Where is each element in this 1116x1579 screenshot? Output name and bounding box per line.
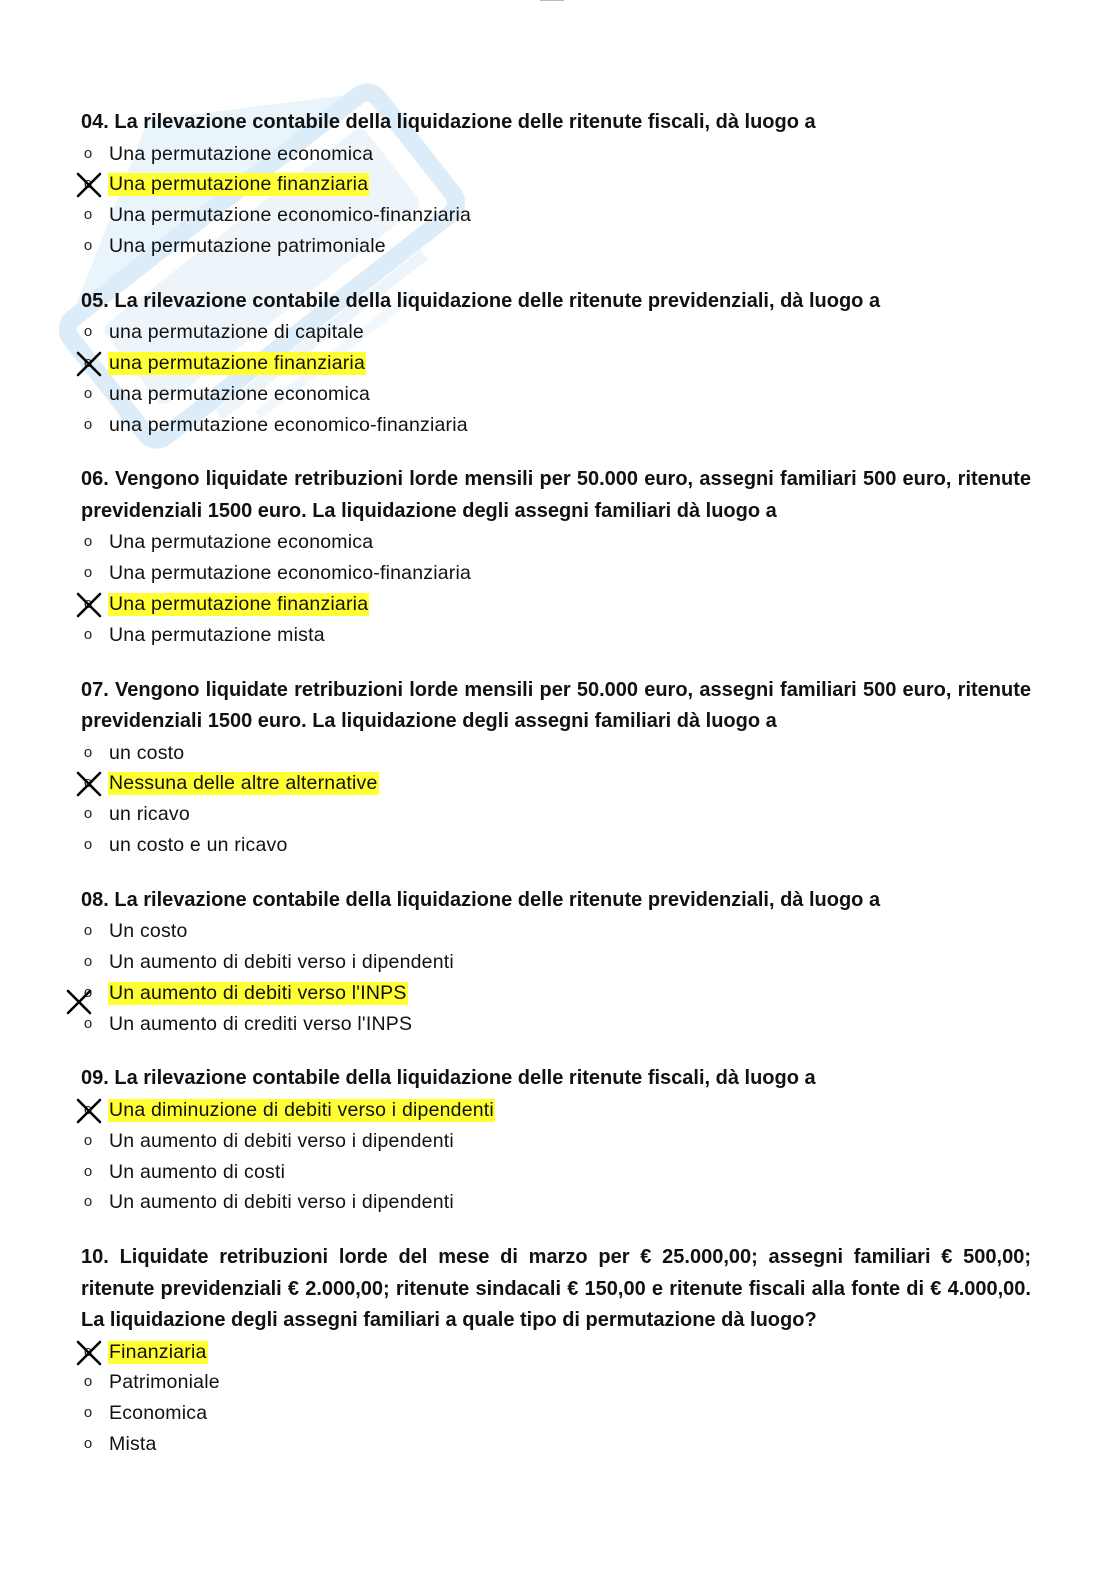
question-block [0,107,1116,262]
option-label: Una permutazione patrimoniale [109,234,386,257]
option-selected[interactable] [0,169,1116,200]
option-selected[interactable] [0,589,1116,620]
x-mark-icon [75,1097,103,1125]
option[interactable] [0,916,1116,947]
question-text: 04. La rilevazione contabile della liquidazione delle ritenute fiscali, dà luogo a [81,111,816,133]
option[interactable] [0,139,1116,170]
option-label: Una permutazione mista [109,623,325,646]
question-text: 07. Vengono liquidate retribuzioni lorde mensili per 50.000 euro, assegni familiari 500 euro, ritenute previdenziali 1500 euro. La liquidazione degli assegni familiari dà luogo a [81,678,1031,733]
question-block [0,286,1116,441]
bullet-icon: o [83,835,93,853]
question-text: 06. Vengono liquidate retribuzioni lorde mensili per 50.000 euro, assegni familiari 500 euro, ritenute previdenziali 1500 euro. La liquidazione degli assegni familiari dà luogo a [81,468,1031,522]
options-list [0,1337,1116,1460]
options-list [0,139,1116,262]
option-selected[interactable] [0,348,1116,379]
x-mark-icon [75,591,103,619]
question-block [0,1063,1116,1218]
bullet-icon: o [83,922,93,940]
option[interactable] [0,379,1116,410]
option[interactable] [0,1429,1116,1460]
options-list [0,527,1116,650]
bullet-icon: o [83,323,93,341]
option-label: Un aumento di debiti verso i dipendenti [109,1191,454,1214]
question-text: 09. La rilevazione contabile della liquidazione delle ritenute fiscali, dà luogo a [81,1067,816,1090]
bullet-icon: o [83,1404,93,1422]
bullet-icon: o [83,144,93,162]
bullet-icon: o [83,353,93,371]
option-label: Patrimoniale [109,1371,220,1394]
bullet-icon: o [83,1435,93,1453]
option[interactable] [0,799,1116,830]
bullet-icon: o [83,533,93,551]
bullet-icon: o [83,1342,93,1360]
option-label: Una permutazione finanziaria [109,592,369,615]
bullet-icon: o [83,1193,93,1211]
option-label: una permutazione economica [109,382,371,405]
bullet-icon: o [83,1131,93,1149]
option[interactable] [0,1126,1116,1157]
x-mark-icon [75,770,103,798]
option-selected[interactable] [0,768,1116,799]
bullet-icon: o [83,805,93,823]
option-label: un costo [109,741,185,764]
bullet-icon: o [83,625,93,643]
option-selected[interactable] [0,1095,1116,1126]
option[interactable] [0,738,1116,769]
bullet-icon: o [83,1100,93,1118]
option[interactable] [0,1187,1116,1218]
options-list [0,317,1116,440]
x-mark-icon [75,171,103,199]
bullet-icon: o [83,743,93,761]
option-label: una permutazione di capitale [109,321,364,344]
option-label: Finanziaria [109,1340,207,1363]
option[interactable] [0,947,1116,978]
bullet-icon: o [83,564,93,582]
option-label: Un costo [109,920,188,943]
bullet-icon: o [83,594,93,612]
option-label: Una permutazione economico-finanziaria [109,204,472,227]
option[interactable] [0,527,1116,558]
option-label: Una diminuzione di debiti verso i dipendenti [109,1098,494,1121]
bullet-icon: o [83,1014,93,1032]
quiz-content [0,107,1116,1484]
bullet-icon: o [83,983,93,1001]
option-label: una permutazione finanziaria [109,351,366,374]
option-selected[interactable] [0,978,1116,1009]
question-text: 05. La rilevazione contabile della liquidazione delle ritenute previdenziali, dà luogo a [81,289,881,312]
bullet-icon: o [83,953,93,971]
option[interactable] [0,558,1116,589]
x-mark-icon [75,1339,103,1367]
option[interactable] [0,830,1116,861]
question-text: 10. Liquidate retribuzioni lorde del mese di marzo per € 25.000,00; assegni familiari € 500,00; ritenute previdenziali € 2.000,00; ritenute sindacali € 150,00 e ritenute fiscali alla fonte di € 4.000,00. La liquidazione degli assegni familiari a quale tipo di permutazione dà luogo? [81,1246,1031,1332]
option[interactable] [0,1398,1116,1429]
question-block [0,885,1116,1040]
option-label: un costo e un ricavo [109,833,288,856]
option-label: Mista [109,1433,157,1456]
bullet-icon: o [83,1162,93,1180]
bullet-icon: o [83,206,93,224]
question-block [0,464,1116,650]
option[interactable] [0,1009,1116,1040]
bullet-icon: o [83,1373,93,1391]
option-label: Una permutazione economica [109,142,374,165]
options-list [0,916,1116,1039]
options-list [0,738,1116,861]
option-label: un ricavo [109,803,190,826]
bullet-icon: o [83,774,93,792]
bullet-icon: o [83,384,93,402]
option-label: Una permutazione economica [109,531,374,554]
option-label: Un aumento di debiti verso i dipendenti [109,951,454,974]
option-label: Una permutazione finanziaria [109,173,369,196]
option-label: Un aumento di debiti verso i dipendenti [109,1129,454,1152]
bullet-icon: o [83,415,93,433]
question-text: 08. La rilevazione contabile della liquidazione delle ritenute previdenziali, dà luogo a [81,888,881,911]
options-list [0,1095,1116,1218]
option[interactable] [0,200,1116,231]
option[interactable] [0,620,1116,651]
option-label: Una permutazione economico-finanziaria [109,562,472,585]
option-label: Un aumento di crediti verso l'INPS [109,1012,413,1035]
x-mark-icon [75,350,103,378]
question-block [0,1242,1116,1460]
option-label: Nessuna delle altre alternative [109,772,378,795]
option[interactable] [0,231,1116,262]
bullet-icon: o [83,236,93,254]
bullet-icon: o [83,175,93,193]
option-label: Un aumento di debiti verso l'INPS [109,981,407,1004]
option[interactable] [0,410,1116,441]
option[interactable] [0,317,1116,348]
option[interactable] [0,1367,1116,1398]
option-label: Un aumento di costi [109,1160,286,1183]
option-label: una permutazione economico-finanziaria [109,413,468,436]
question-block [0,675,1116,861]
option-selected[interactable] [0,1337,1116,1368]
option[interactable] [0,1157,1116,1188]
header-mark [540,0,564,3]
option-label: Economica [109,1402,208,1425]
